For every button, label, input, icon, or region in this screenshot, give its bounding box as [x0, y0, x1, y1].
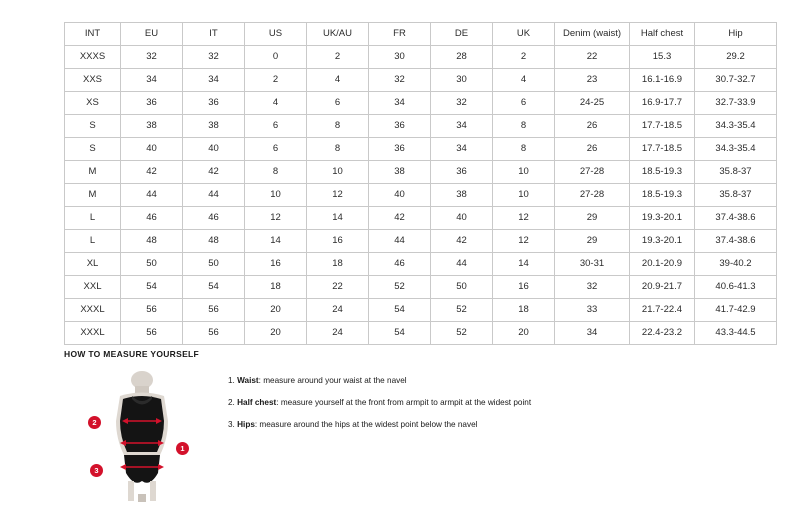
cell-it: 32 [183, 46, 245, 69]
marker-hips: 3 [90, 464, 103, 477]
cell-us: 2 [245, 69, 307, 92]
cell-half-chest: 15.3 [630, 46, 695, 69]
cell-int: XL [65, 253, 121, 276]
note-text: : measure around your waist at the navel [258, 376, 407, 385]
cell-it: 42 [183, 161, 245, 184]
table-row [65, 115, 777, 138]
cell-half-chest: 16.9-17.7 [630, 92, 695, 115]
column-header-uk-au: UK/AU [307, 23, 369, 46]
cell-denim-waist: 26 [555, 138, 630, 161]
cell-de: 36 [431, 161, 493, 184]
table-row [65, 253, 777, 276]
cell-half-chest: 22.4-23.2 [630, 322, 695, 345]
cell-half-chest: 18.5-19.3 [630, 184, 695, 207]
mannequin-illustration [82, 369, 202, 504]
cell-int: L [65, 230, 121, 253]
cell-denim-waist: 29 [555, 230, 630, 253]
note-term: Half chest [237, 398, 277, 408]
cell-denim-waist: 27-28 [555, 161, 630, 184]
cell-eu: 46 [121, 207, 183, 230]
cell-hip: 40.6-41.3 [695, 276, 777, 299]
table-row [65, 92, 777, 115]
column-header-eu: EU [121, 23, 183, 46]
cell-uk-au: 8 [307, 115, 369, 138]
cell-int: XXXS [65, 46, 121, 69]
cell-it: 38 [183, 115, 245, 138]
cell-fr: 44 [369, 230, 431, 253]
cell-eu: 56 [121, 322, 183, 345]
cell-eu: 54 [121, 276, 183, 299]
table-row [65, 184, 777, 207]
cell-denim-waist: 27-28 [555, 184, 630, 207]
cell-half-chest: 17.7-18.5 [630, 138, 695, 161]
cell-de: 52 [431, 299, 493, 322]
cell-uk: 6 [493, 92, 555, 115]
cell-de: 38 [431, 184, 493, 207]
cell-it: 34 [183, 69, 245, 92]
cell-it: 50 [183, 253, 245, 276]
cell-de: 28 [431, 46, 493, 69]
cell-hip: 29.2 [695, 46, 777, 69]
cell-eu: 56 [121, 299, 183, 322]
cell-us: 20 [245, 322, 307, 345]
cell-half-chest: 21.7-22.4 [630, 299, 695, 322]
cell-it: 36 [183, 92, 245, 115]
note-number: 1. [228, 376, 235, 385]
cell-fr: 34 [369, 92, 431, 115]
cell-it: 56 [183, 322, 245, 345]
cell-fr: 32 [369, 69, 431, 92]
cell-eu: 42 [121, 161, 183, 184]
cell-denim-waist: 26 [555, 115, 630, 138]
cell-int: S [65, 115, 121, 138]
cell-us: 12 [245, 207, 307, 230]
cell-it: 48 [183, 230, 245, 253]
cell-uk: 4 [493, 69, 555, 92]
cell-hip: 35.8-37 [695, 184, 777, 207]
cell-fr: 54 [369, 322, 431, 345]
cell-denim-waist: 33 [555, 299, 630, 322]
column-header-it: IT [183, 23, 245, 46]
note-term: Hips [237, 420, 255, 430]
size-conversion-table [64, 22, 777, 345]
table-row [65, 207, 777, 230]
cell-half-chest: 20.1-20.9 [630, 253, 695, 276]
note-term: Waist [237, 376, 259, 385]
cell-de: 34 [431, 115, 493, 138]
cell-denim-waist: 22 [555, 46, 630, 69]
cell-uk-au: 8 [307, 138, 369, 161]
column-header-int: INT [65, 23, 121, 46]
cell-int: XXS [65, 69, 121, 92]
note-hips [228, 419, 531, 430]
cell-eu: 50 [121, 253, 183, 276]
column-header-uk: UK [493, 23, 555, 46]
cell-fr: 54 [369, 299, 431, 322]
cell-hip: 34.3-35.4 [695, 138, 777, 161]
cell-uk: 16 [493, 276, 555, 299]
cell-fr: 36 [369, 115, 431, 138]
cell-hip: 35.8-37 [695, 161, 777, 184]
cell-it: 44 [183, 184, 245, 207]
table-row [65, 46, 777, 69]
cell-hip: 43.3-44.5 [695, 322, 777, 345]
cell-int: M [65, 161, 121, 184]
cell-half-chest: 19.3-20.1 [630, 230, 695, 253]
cell-it: 54 [183, 276, 245, 299]
cell-uk: 8 [493, 138, 555, 161]
cell-fr: 52 [369, 276, 431, 299]
cell-eu: 48 [121, 230, 183, 253]
cell-hip: 32.7-33.9 [695, 92, 777, 115]
cell-it: 46 [183, 207, 245, 230]
cell-uk-au: 24 [307, 299, 369, 322]
cell-int: L [65, 207, 121, 230]
cell-us: 14 [245, 230, 307, 253]
cell-uk-au: 22 [307, 276, 369, 299]
cell-denim-waist: 34 [555, 322, 630, 345]
cell-fr: 38 [369, 161, 431, 184]
table-row [65, 138, 777, 161]
column-header-us: US [245, 23, 307, 46]
column-header-half-chest: Half chest [630, 23, 695, 46]
cell-uk-au: 14 [307, 207, 369, 230]
cell-eu: 34 [121, 69, 183, 92]
cell-uk: 12 [493, 207, 555, 230]
cell-eu: 44 [121, 184, 183, 207]
measure-body [64, 369, 736, 504]
cell-us: 18 [245, 276, 307, 299]
note-number: 3. [228, 420, 235, 430]
note-number: 2. [228, 398, 235, 408]
cell-uk-au: 24 [307, 322, 369, 345]
cell-us: 16 [245, 253, 307, 276]
cell-uk: 12 [493, 230, 555, 253]
note-text: : measure yourself at the front from armpit to armpit at the widest point [276, 398, 532, 408]
cell-uk-au: 6 [307, 92, 369, 115]
cell-uk: 2 [493, 46, 555, 69]
cell-half-chest: 19.3-20.1 [630, 207, 695, 230]
cell-denim-waist: 32 [555, 276, 630, 299]
cell-half-chest: 17.7-18.5 [630, 115, 695, 138]
cell-hip: 37.4-38.6 [695, 230, 777, 253]
cell-uk: 14 [493, 253, 555, 276]
note-waist [228, 375, 531, 386]
column-header-hip: Hip [695, 23, 777, 46]
column-header-fr: FR [369, 23, 431, 46]
cell-half-chest: 18.5-19.3 [630, 161, 695, 184]
cell-uk-au: 18 [307, 253, 369, 276]
column-header-denim-waist: Denim (waist) [555, 23, 630, 46]
cell-fr: 46 [369, 253, 431, 276]
cell-uk-au: 4 [307, 69, 369, 92]
size-table-container [64, 22, 756, 345]
cell-uk-au: 16 [307, 230, 369, 253]
mannequin-figure [64, 369, 214, 504]
cell-de: 42 [431, 230, 493, 253]
cell-us: 6 [245, 115, 307, 138]
cell-int: M [65, 184, 121, 207]
cell-uk: 10 [493, 184, 555, 207]
table-row [65, 69, 777, 92]
cell-us: 6 [245, 138, 307, 161]
cell-de: 40 [431, 207, 493, 230]
table-row [65, 322, 777, 345]
note-half-chest [228, 397, 531, 408]
cell-hip: 39-40.2 [695, 253, 777, 276]
table-row [65, 299, 777, 322]
cell-denim-waist: 29 [555, 207, 630, 230]
cell-eu: 38 [121, 115, 183, 138]
column-header-de: DE [431, 23, 493, 46]
cell-hip: 30.7-32.7 [695, 69, 777, 92]
cell-int: XXXL [65, 322, 121, 345]
cell-de: 34 [431, 138, 493, 161]
cell-us: 10 [245, 184, 307, 207]
cell-it: 40 [183, 138, 245, 161]
cell-uk-au: 12 [307, 184, 369, 207]
table-row [65, 230, 777, 253]
cell-half-chest: 16.1-16.9 [630, 69, 695, 92]
cell-int: XXXL [65, 299, 121, 322]
table-body [65, 46, 777, 345]
cell-denim-waist: 30-31 [555, 253, 630, 276]
cell-hip: 37.4-38.6 [695, 207, 777, 230]
cell-uk-au: 10 [307, 161, 369, 184]
cell-eu: 36 [121, 92, 183, 115]
cell-us: 8 [245, 161, 307, 184]
cell-eu: 32 [121, 46, 183, 69]
table-row [65, 276, 777, 299]
marker-waist: 1 [176, 442, 189, 455]
cell-uk: 20 [493, 322, 555, 345]
cell-us: 4 [245, 92, 307, 115]
table-header-row [65, 23, 777, 46]
cell-uk: 8 [493, 115, 555, 138]
cell-hip: 41.7-42.9 [695, 299, 777, 322]
cell-half-chest: 20.9-21.7 [630, 276, 695, 299]
cell-fr: 40 [369, 184, 431, 207]
how-to-measure-section [64, 349, 736, 504]
cell-uk: 10 [493, 161, 555, 184]
cell-uk: 18 [493, 299, 555, 322]
cell-it: 56 [183, 299, 245, 322]
table-row [65, 161, 777, 184]
cell-denim-waist: 24-25 [555, 92, 630, 115]
cell-de: 44 [431, 253, 493, 276]
cell-fr: 42 [369, 207, 431, 230]
cell-fr: 36 [369, 138, 431, 161]
cell-de: 50 [431, 276, 493, 299]
cell-int: XXL [65, 276, 121, 299]
cell-eu: 40 [121, 138, 183, 161]
cell-int: XS [65, 92, 121, 115]
cell-hip: 34.3-35.4 [695, 115, 777, 138]
cell-de: 32 [431, 92, 493, 115]
cell-fr: 30 [369, 46, 431, 69]
cell-de: 30 [431, 69, 493, 92]
cell-de: 52 [431, 322, 493, 345]
marker-half-chest: 2 [88, 416, 101, 429]
cell-denim-waist: 23 [555, 69, 630, 92]
cell-int: S [65, 138, 121, 161]
table-header [65, 23, 777, 46]
section-title: HOW TO MEASURE YOURSELF [64, 349, 200, 359]
note-text: : measure around the hips at the widest point below the navel [254, 420, 478, 430]
measure-notes [228, 369, 531, 441]
cell-us: 20 [245, 299, 307, 322]
cell-us: 0 [245, 46, 307, 69]
cell-uk-au: 2 [307, 46, 369, 69]
